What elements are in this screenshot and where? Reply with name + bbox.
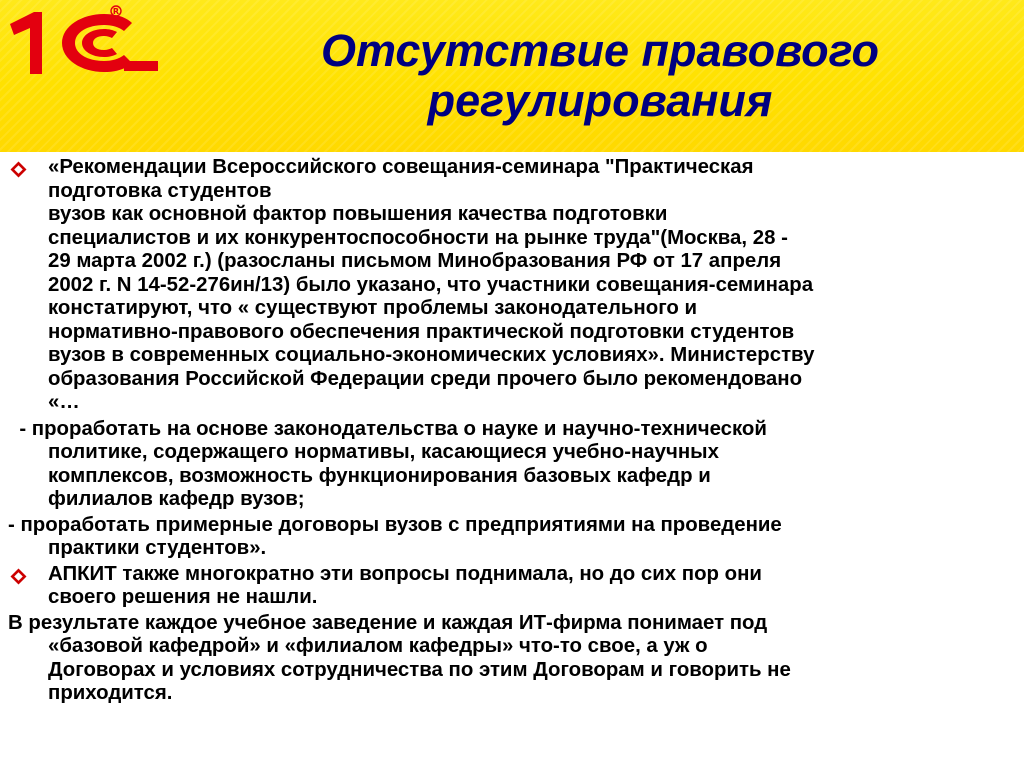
text-line: «Рекомендации Всероссийского совещания-семинара "Практическая [48, 156, 754, 178]
1c-logo [4, 2, 164, 80]
text-line: В результате каждое учебное заведение и каждая ИТ-фирма понимает под [8, 611, 768, 634]
slide-body [8, 156, 1012, 706]
page-title [200, 26, 1000, 126]
paragraph-result [8, 612, 1012, 706]
text-line: подготовка студентов [48, 179, 272, 202]
svg-text:R: R [112, 7, 120, 16]
paragraph-legislation-item [8, 418, 1012, 512]
paragraph-contracts-item [8, 514, 1012, 561]
text-line: своего решения не нашли. [48, 586, 318, 608]
text-line: - проработать примерные договоры вузов с предприятиями на проведение [8, 513, 782, 536]
text-line: констатируют, что « существуют проблемы законодательного и [48, 297, 698, 319]
text-line: нормативно-правового обеспечения практической подготовки студентов [48, 320, 795, 343]
paragraph-recommendations [8, 156, 1012, 415]
text-line: филиалов кафедр вузов; [48, 488, 305, 510]
text-line: - проработать на основе законодательства о науке и научно-технической [8, 417, 767, 440]
text-line: вузов как основной фактор повышения качества подготовки [48, 203, 668, 225]
title-line-2: регулирования [427, 75, 773, 126]
title-line-1: Отсутствие правового [320, 25, 880, 76]
text-line: АПКИТ также многократно эти вопросы поднимала, но до сих пор они [48, 562, 762, 585]
header-banner [0, 0, 1024, 152]
text-line: 29 марта 2002 г.) (разосланы письмом Минобразования РФ от 17 апреля [48, 250, 782, 272]
text-line: 2002 г. N 14-52-276ин/13) было указано, что участники совещания-семинара [48, 273, 814, 296]
text-line: приходится. [48, 682, 173, 704]
text-line: комплексов, возможность функционирования базовых кафедр и [48, 464, 711, 487]
text-line: политике, содержащего нормативы, касающиеся учебно-научных [48, 441, 719, 463]
diamond-bullet-icon [10, 568, 27, 585]
text-line: «базовой кафедрой» и «филиалом кафедры» что-то свое, а уж о [48, 635, 708, 657]
text-line: специалистов и их конкурентоспособности на рынке труда"(Москва, 28 - [48, 226, 788, 249]
text-line: практики студентов». [48, 537, 267, 559]
text-line: вузов в современных социально-экономических условиях». Министерству [48, 344, 815, 366]
text-line: Договорах и условиях сотрудничества по этим Договорам и говорить не [48, 658, 791, 681]
paragraph-apkit [8, 563, 1012, 610]
text-line: «… [48, 391, 80, 413]
text-line: образования Российской Федерации среди прочего было рекомендовано [48, 367, 803, 390]
diamond-bullet-icon [10, 161, 27, 178]
